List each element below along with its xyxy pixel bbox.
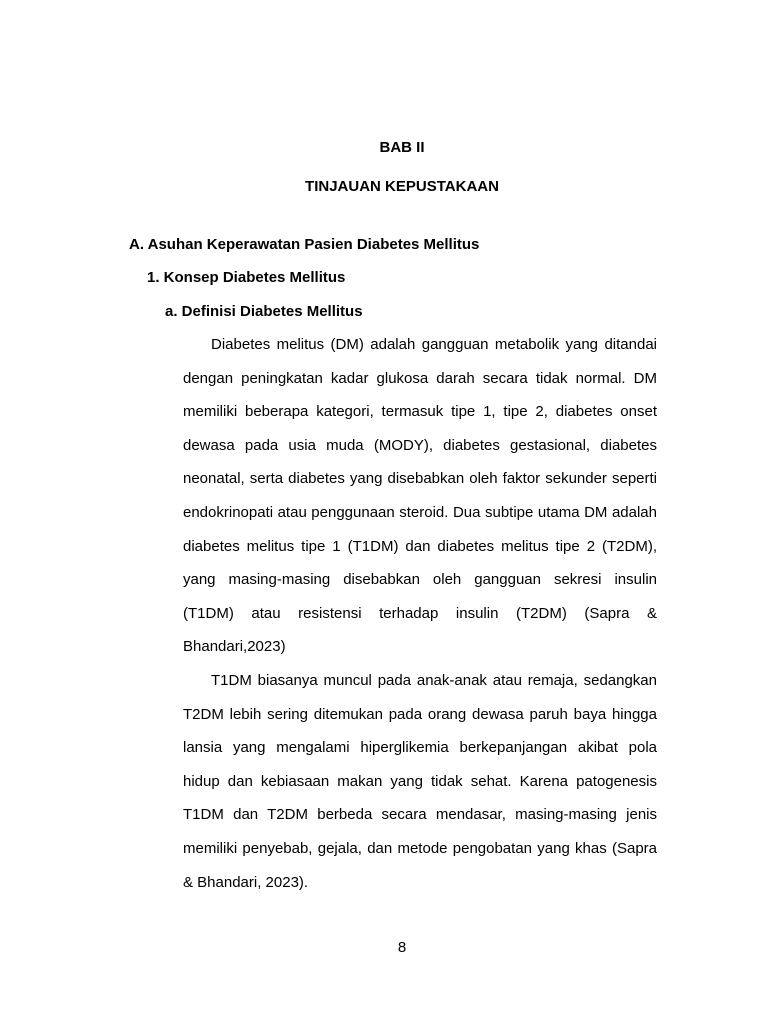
section-heading-a: A. Asuhan Keperawatan Pasien Diabetes Mellitus <box>129 236 480 253</box>
chapter-title: TINJAUAN KEPUSTAKAAN <box>305 178 499 195</box>
chapter-heading: BAB II <box>379 139 425 156</box>
subsection-heading-a: a. Definisi Diabetes Mellitus <box>165 303 363 320</box>
body-paragraph: Diabetes melitus (DM) adalah gangguan metabolik yang ditandai dengan peningkatan kadar glukosa darah secara tidak normal. DM memiliki beberapa kategori, termasuk tipe 1, tipe 2, diabetes onset dewasa pada usia muda (MODY), diabetes gestasional, diabetes neonatal, serta diabetes yang disebabkan oleh faktor sekunder seperti endokrinopati atau penggunaan steroid. Dua subtipe utama DM adalah diabetes melitus tipe 1 (T1DM) dan diabetes melitus tipe 2 (T2DM), yang masing-masing disebabkan oleh gangguan sekresi insulin (T1DM) atau resistensi terhadap insulin (T2DM) (Sapra & Bhandari,2023) <box>183 336 657 656</box>
body-paragraph: T1DM biasanya muncul pada anak-anak atau remaja, sedangkan T2DM lebih sering ditemukan pada orang dewasa paruh baya hingga lansia yang mengalami hiperglikemia berkepanjangan akibat pola hidup dan kebiasaan makan yang tidak sehat. Karena patogenesis T1DM dan T2DM berbeda secara mendasar, masing-masing jenis memiliki penyebab, gejala, dan metode pengobatan yang khas (Sapra & Bhandari, 2023). <box>183 672 657 891</box>
page-number: 8 <box>397 939 407 956</box>
subsection-heading-1: 1. Konsep Diabetes Mellitus <box>147 269 346 286</box>
